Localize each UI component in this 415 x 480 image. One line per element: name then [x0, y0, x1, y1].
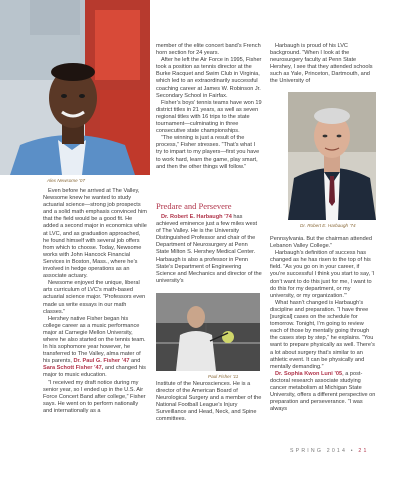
col2-bottom-para: Institute of the Neurosciences. He is a director of the American Board of Neurological Surgery and a member of the National Football League’s Injury Surveillance and Head, Neck, and Spine committees.	[156, 381, 262, 423]
col3b-para-4: Dr. Sophia Kwon Luni ’05, a post-doctoral research associate studying cancer metabolism at Michigan State University, offers a different perspective on preparation and perseverance. “I was always	[270, 370, 376, 413]
footer-season: SPRING 2014	[290, 448, 348, 454]
newsome-caption: Alex Newsome ’07	[47, 178, 86, 183]
column-2-middle	[156, 214, 262, 285]
col1-para-2: Newsome enjoyed the unique, liberal arts curriculum of LVC’s math-based actuarial science major. “Professors even made us write essays in our math classes.”	[43, 280, 146, 315]
column-3-bottom	[270, 236, 376, 413]
column-1	[43, 188, 147, 415]
col2-para-2: After he left the Air Force in 1995, Fisher took a position as tennis director at the Burke Racquet and Swim Club in Virginia, which led to an extraordinarily successful coaching career at James W. Robinson Jr. Secondary School in Fairfax.	[156, 57, 262, 99]
col3b-para-1: Pennsylvania. But the chairman attended Lebanon Valley College.”	[270, 236, 372, 250]
col2-para-3: Fisher’s boys’ tennis teams have won 19 district titles in 21 years, as well as seven regional titles with 16 trips to the state tournament—culminating in three consecutive state championships.	[156, 99, 262, 135]
col2-para-4: “The winning is just a result of the process,” Fisher stresses. “That’s what I try to impart to my players—first you have to work hard, learn the game, play smart, and then the other things will follow.”	[156, 135, 260, 170]
col3-para-1: Harbaugh is proud of his LVC background. “When I look at the neurosurgery faculty at Penn State Hershey, I see that they attended schools such as Yale, Princeton, Dartmouth, and the University of	[270, 43, 373, 85]
harbaugh-caption: Dr. Robert E. Harbaugh ’74	[300, 223, 356, 228]
col1-para-4: “I received my draft notice during my senior year, so I ended up in the U.S. Air Force Concert Band after college,” Fisher says. He went on to perform nationally and internationally as a	[43, 379, 146, 414]
section-subhead: Predare and Persevere	[156, 201, 232, 211]
col2-para-1: member of the elite concert band’s French horn section for 24 years.	[156, 43, 261, 57]
col3b-para-3: What hasn’t changed is Harbaugh’s discipline and preparation. “I have three [surgical] cases on the schedule for tomorrow. Tonight, I’m going to review each of those by mentally going through the cases step by step,” he explains. “You want to prepare physically as well. There’s a lot about surgery that’s similar to an athletic event. It can be physically and mentally demanding.”	[270, 299, 375, 370]
newsome-photo	[0, 0, 150, 175]
fisher-caption: Paul Fisher ’11	[208, 374, 239, 379]
column-3	[270, 43, 376, 86]
fisher-photo	[156, 293, 260, 371]
page-footer	[290, 448, 390, 454]
col3b-para-2: Harbaugh’s definition of success has changed as he has risen to the top of his field. “As you go on in your career, if you’re successful I think you start to say, ‘I don’t want to do this just for me, I want to do this for my department, or my university, or my organization.’”	[270, 250, 375, 299]
col2-harbaugh-para: Dr. Robert E. Harbaugh ’74 has achieved eminence just a few miles west of The Valley. He is the University Distinguished Professor and chair of the Department of Neurosurgery at Penn State Milton S. Hershey Medical Center. Harbaugh is also a professor in Penn State’s Department of Engineering Science and Mechanics and director of the university’s	[156, 214, 262, 284]
footer-separator: •	[350, 448, 355, 454]
col1-para-3: Hershey native Fisher began his college career as a music performance major at Carnegie Mellon University, where he also started on the tennis team. In his sophomore year however, he transferred to The Valley, alma mater of his parents, Dr. Paul G. Fisher ’47 and Sara Schott Fisher ’47, and changed his major to music education.	[43, 315, 146, 379]
column-2-bottom	[156, 381, 262, 424]
page-number: 21	[358, 448, 369, 454]
harbaugh-photo	[288, 92, 376, 220]
col1-para-1: Even before he arrived at The Valley, Newsome knew he wanted to study actuarial science—strong job prospects and a solid math emphasis convinced him that the field would be a good fit. He added a second major in economics while at LVC, and as graduation approached, he found himself with several job offers from which to choose. Today, Newsome works with John Hancock Financial Services in Boston, Mass., where he’s involved in hedge operations as an associate actuary.	[43, 188, 147, 280]
column-2	[156, 43, 262, 171]
